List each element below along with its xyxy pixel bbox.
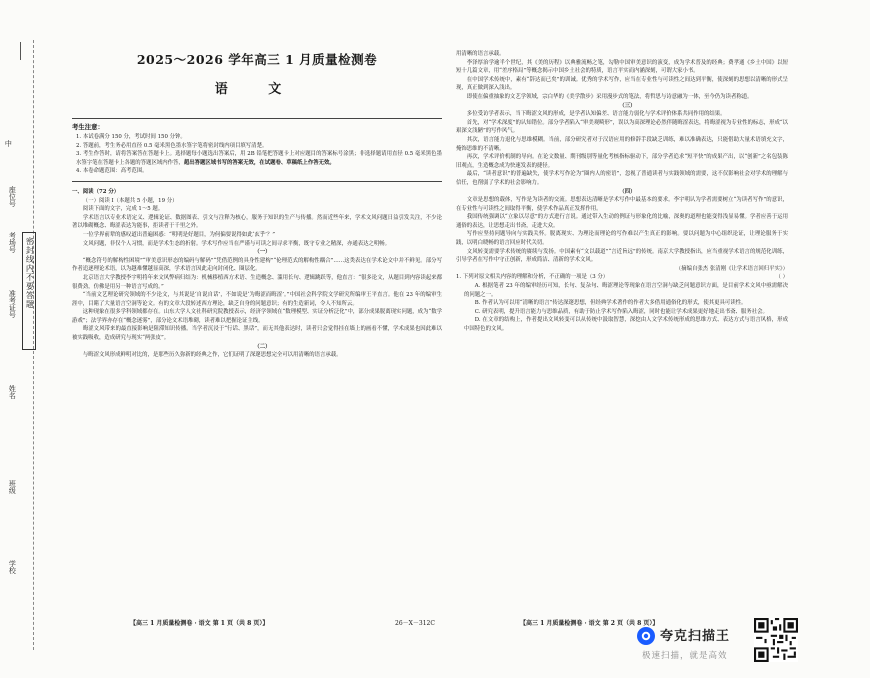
paragraph: 在中国学术传统中，素有“辞达而已矣”的训诫。优秀的学术写作，应当在专业性与可读性之间达到平衡，使深刻的思想以清晰的形式呈现，真正做到深入浅出。 <box>456 76 788 92</box>
paragraph: 学术语言以专业术语定义、逻辑论证、数据图表、引文与注释为核心，服务于知识的生产与传播。然而近些年来，学术文风问题日益引发关注，不少论著以堆砌概念、晦涩表达为能事，拒读者于千里之外。 <box>72 214 442 230</box>
part-heading: （一） <box>254 249 271 256</box>
side-mark: 中 <box>4 140 13 147</box>
label-school: 学校 <box>8 560 17 574</box>
notice-box <box>72 118 442 182</box>
subsection-heading: （一）阅读 I（本题共 5 小题，19 分） <box>82 197 178 204</box>
paragraph: 我国传统强调以“立象以尽意”的方式进行言说。通过带入生动的例证与形象化的比喻，深奥的道理也能变得浅显易懂。学者应善于运用通俗的表达，让思想走出书斋，走进大众。 <box>456 214 788 229</box>
option-c: C. 研究表明，提升语言能力与思维品质，有助于防止学术写作陷入晦涩，同时也能让学术成果更好地走出书斋、服务社会。 <box>474 308 768 315</box>
paragraph: 北京语言大学教授李宇明将年来文风弊病归结为：机械移植西方术语、生造概念、滥用长句、逻辑跳跃等，他直言：“很多论文，从题目到内容读起来都很费劲，仿佛是用另一种语言写成的。” <box>72 274 442 290</box>
answer-bracket: （ ） <box>775 274 788 281</box>
qr-code-icon <box>754 618 798 662</box>
paragraph: 最后，“读者意识”的普遍缺失，使学术写作沦为“圈内人的密语”，忽视了普通读者与实践领域的需要，这不仅影响社会对学术的理解与信任，也削弱了学术的社会影响力。 <box>456 171 788 186</box>
part-heading: （二） <box>254 343 271 350</box>
part-heading: （三） <box>619 102 636 109</box>
option-a: A. 根据笔者 23 年的编审经历可知，长句、复杂句、晦涩理论等现象在语言空洞与缺乏问题意识方面，是目前学术文风中亟需解决的问题之一。 <box>464 283 788 298</box>
notice-item: 2. 答题前，考生务必用直径 0.5 毫米黑色墨水签字笔将密封线内项目填写清楚。 <box>76 142 268 149</box>
label-room: 考场号 <box>8 232 17 253</box>
paragraph: 用清晰的语言承载。 <box>456 51 505 57</box>
paragraph: “当前文艺理论研究领域的不少论文，与其说是‘自说自话’，不如说是‘为晦涩而晦涩’。”中国社会科学院文学研究所编审王平直言。他在 23 年的编审生涯中，目睹了大量语言空洞等论文。有的文章大段转述西方理论，缺乏自身的问题意识；有的生造新词，令人不知所云。 <box>72 292 442 307</box>
paragraph: 多位受访学者表示，当下晦涩文风的形成，是学者认知偏差、语言能力弱化与学术评价体系共同作用的结果。 <box>466 111 726 118</box>
notice-item: 1. 本试卷满分 150 分，考试时间 150 分钟。 <box>76 134 186 140</box>
paragraph: 再次，学术评价机制的导向。在论文数量、期刊级别等量化考核指标驱动下，部分学者追求“短平快”的成果产出，以“创新”之名包装陈旧观点，生造概念成为快速发表的捷径。 <box>456 154 788 169</box>
paragraph: 晦涩文风带来的最直接影响是阻滞知识传播。当学者沉浸于“行话、黑话”，而无其他表达时，读者只会觉得挂在墙上的画看不懂，学术成果也因此难以被实践吸收，造成研究与现实“两张皮”。 <box>72 326 442 342</box>
paragraph: 文风问题，非仅个人习惯，而是学术生态的折射。学术写作应当在严谨与可读之间寻求平衡，既守专业之精深，亦通表达之明畅。 <box>82 240 391 247</box>
top-mark <box>20 42 30 60</box>
paragraph: 首先，对“学术深度”的认知错位。部分学者陷入“审美观畸形”，误以为高深理论必然伴随晦涩表达，将晦涩视为专业性的标志，形成“以艰深文浅陋”的写作风气。 <box>456 119 788 135</box>
notice-heading: 考生注意： <box>72 123 104 131</box>
notice-item: 3. 考生作答时，请将答案答在答题卡上。选择题每小题选出答案后，用 2B 铅笔把答题卡上对应题目的答案标号涂黑；非选择题请用直径 0.5 毫米黑色墨水签字笔在答题卡上各题的答题区域内作答，超出答题区域书写的答案无效，在试题卷、草稿纸上作答无效。 <box>76 151 442 166</box>
paragraph: 一位学界前辈的感叹道出普遍困惑：“明明是好题目，为何偏要说得如此‘玄乎’？” <box>82 231 276 238</box>
paragraph: “概念符号的解构性困境”“审美意识形态的编码与解码”“凭借范例的具身性建构”“伦理范式的解构性耦合”……这类表达在学术论文中并不鲜见。部分写作者追逐理论术语，以为越难懂越显高深，学术语言因此走向封闭化、圈层化。 <box>72 257 442 273</box>
seal-box <box>22 232 36 350</box>
paragraph: 其次，语言能力退化与思维模糊。当前，部分研究者对于汉语应用的修辞手段缺乏训练，难以准确表达，只能借助大量术语填充文字，掩饰思维的不清晰。 <box>456 136 788 152</box>
paragraph: 这种现象在很多学科领域都存在。山东大学人文社科研究院教授表示，经济学领域在“数理模型、实证分析泛化”中，部分成果脱离现实问题，成为“数学游戏”；法学界亦存在“概念迷雾”，部分论文术语堆砌，读者难以把握论证主线。 <box>72 309 442 324</box>
instruction: 阅读下面的文字，完成 1～5 题。 <box>82 206 164 213</box>
scanner-logo-icon <box>636 626 656 646</box>
label-class: 班级 <box>8 480 17 494</box>
footer-left-code: 26－X－312C <box>395 620 435 627</box>
option-d: D. 在文章的结构上，作者提出文风转变可以从传统中汲取智慧，深挖由人文学术传统形成的思维方式、表达方式与语言风格，形成中国特色的文风。 <box>464 317 788 332</box>
section-heading: 一、阅读（72 分） <box>72 188 120 195</box>
question-1: 1. 下列对原文相关内容的理解和分析，不正确的一项是（3 分） （ ） <box>456 274 788 281</box>
footer-right-label: 【高三 1 月质量检测卷 · 语文 第 2 页（共 8 页）】 <box>520 620 659 627</box>
notice-emphasis: 超出答题区域书写的答案无效，在试题卷、草稿纸上作答无效。 <box>183 159 335 166</box>
paragraph: 文风转变需要学术传统的赓续与发扬。中国素有“文以载道”“言近旨远”的传统。南京大学教授指出，应当重视学术语言的规范化训练，引导学者在写作中守正创新，形成简洁、清新的学术文风。 <box>456 248 788 264</box>
scanner-slogan: 极速扫描，就是高效 <box>642 651 728 661</box>
binding-margin <box>0 0 52 678</box>
subject-title: 语 文 <box>214 82 300 97</box>
option-b: B. 作者认为可以用“清晰的语言”传达深邃思想，但经典学术著作的作者大多借用通俗化的形式，使其更具可读性。 <box>474 300 747 307</box>
left-column <box>72 48 442 360</box>
right-column <box>456 50 788 334</box>
part-heading: （四） <box>619 188 636 195</box>
label-exam-number: 准考证号 <box>8 290 17 318</box>
paragraph: 与晦涩文风形成鲜明对比的，是那些历久弥新的经典之作，它们证明了深邃思想完全可以用清晰的语言承载。 <box>82 352 342 359</box>
paragraph: 即使在偏重抽象的文艺学领域，宗白华的《美学散步》采用漫步式的笔法，将哲思与诗意融为一体，至今仍为读者称道。 <box>466 93 753 100</box>
footer-left-label: 【高三 1 月质量检测卷 · 语文 第 1 页（共 8 页）】 <box>130 620 269 627</box>
source-citation: （摘编自张杰 张清刚《让学术语言回归平实》） <box>675 265 788 272</box>
label-name: 姓名 <box>8 385 17 399</box>
paragraph: 写作应坚持问题导向与实践关怀。脱离现实、为理论而理论的写作难以产生真正的影响。要以问题为中心组织论证，让理论服务于实践，以明白晓畅的语言回应时代关切。 <box>456 231 788 247</box>
notice-item: 4. 本卷命题范围：高考范围。 <box>76 168 148 175</box>
scanner-name: 夸克扫描王 <box>660 629 731 644</box>
exam-title: 2025～2026 学年高三 1 月质量检测卷 <box>136 52 378 67</box>
seal-text: 密封线内不要答题 <box>25 237 35 309</box>
label-seat: 座位号 <box>8 186 17 207</box>
paragraph: 文章是思想的载体，写作是为读者的交流。思想表达清晰是学术写作中最基本的要求。李宇明认为学者需要树立“为读者写作”的意识，在专业性与可读性之间取得平衡，使学术作品真正发挥作用。 <box>456 197 788 212</box>
paragraph: 李泽厚治学逾半个世纪，其《美的历程》以典雅流畅之笔，勾勒中国审美意识的演变，成为学术普及的经典；费孝通《乡土中国》以短短十几篇文章，用“差序格局”等概念揭示中国乡土社会的特质，语言平实而内涵深刻，可谓大家小书。 <box>456 59 788 75</box>
